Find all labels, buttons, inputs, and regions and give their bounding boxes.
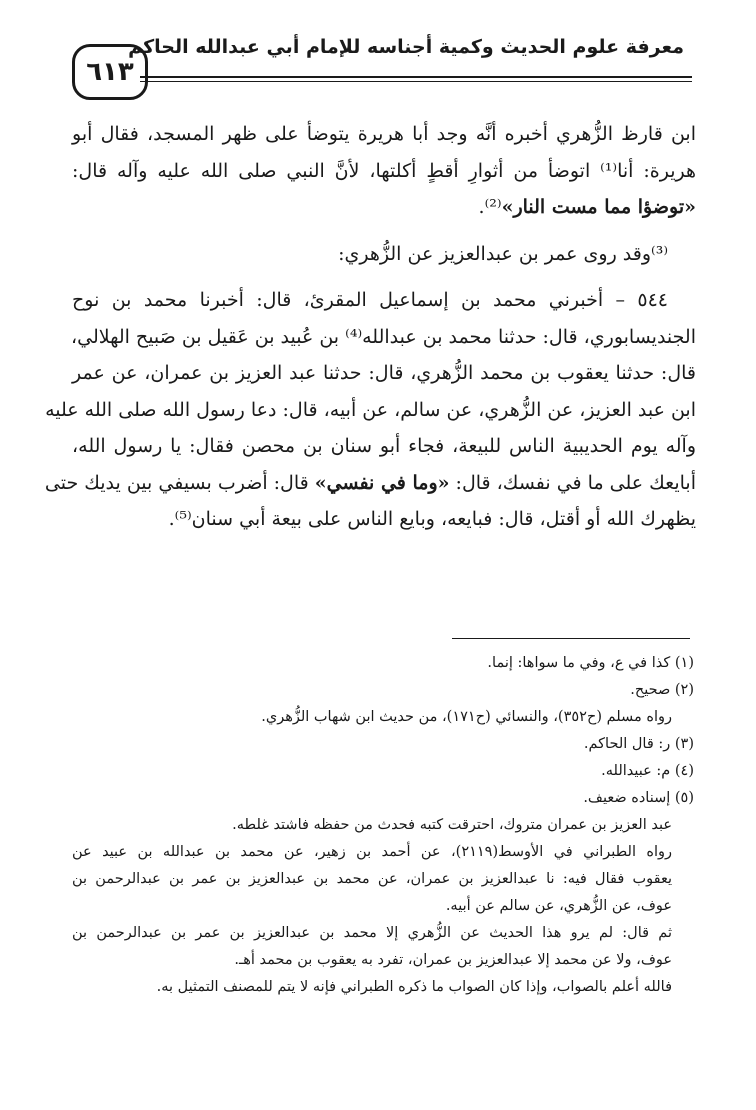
footnote-ref: ⁽²⁾. bbox=[478, 196, 502, 218]
text-line: وآله يوم الحديبية الناس للبيعة، فجاء أبو سنان بن محصن فقال: يا رسول الله، bbox=[72, 435, 696, 457]
text-segment: قال: أضرب بسيفي بين يديك حتى bbox=[44, 471, 315, 494]
hadith-quote: «وما في نفسي» bbox=[314, 471, 450, 494]
footnote: (٣) ر: قال الحاكم. bbox=[583, 736, 694, 752]
text-line: الجنديسابوري، قال: حدثنا محمد بن عبدالله⁽⁴⁾ بن عُبيد بن عَقيل بن صَبيح الهلالي، bbox=[70, 325, 696, 348]
footnote-continuation: عوف، عن الزُّهري، عن سالم عن أبيه. bbox=[445, 898, 672, 914]
text-line: ابن قارظ الزُّهري أخبره أنَّه وجد أبا هريرة يتوضأ على ظهر المسجد، فقال أبو bbox=[72, 123, 696, 145]
footnote-continuation: رواه الطبراني في الأوسط(٢١١٩)، عن أحمد بن زهير، عن محمد بن عبدالله بن عبيد عن bbox=[72, 844, 672, 860]
footnote: (٥) إسناده ضعيف. bbox=[583, 790, 694, 806]
hadith-quote: «توضؤا مما مست النار» bbox=[501, 196, 696, 218]
text-segment: أبايعك على ما في نفسك، قال: bbox=[449, 471, 696, 494]
footnote: (٢) صحيح. bbox=[630, 682, 694, 698]
text-line: ⁽³⁾وقد روى عمر بن عبدالعزيز عن الزُّهري: bbox=[338, 242, 668, 265]
footnote: (١) كذا في ع، وفي ما سواها: إنما. bbox=[487, 655, 694, 671]
footnote-continuation: رواه مسلم (ح٣٥٢)، والنسائي (ح١٧١)، من حديث ابن شهاب الزُّهري. bbox=[261, 709, 672, 725]
page-number: ٦١٣ bbox=[72, 44, 148, 100]
header-rule bbox=[140, 76, 692, 78]
text-line: هريرة: أنا⁽¹⁾ اتوضأ من أثوارِ أقطٍ أكلتها، لأنَّ النبي صلى الله عليه وآله قال: bbox=[72, 159, 696, 182]
header-rule-thin bbox=[140, 81, 692, 82]
footnote-continuation: عبد العزيز بن عمران متروك، احترقت كتبه فحدث من حفظه فاشتد غلطه. bbox=[232, 817, 672, 833]
footnote: (٤) م: عبيدالله. bbox=[601, 763, 694, 779]
footnote-continuation: ثم قال: لم يرو هذا الحديث عن الزُّهري إلا محمد بن عبدالعزيز بن عمر بن عبدالرحمن بن bbox=[72, 925, 672, 941]
running-header-title: معرفة علوم الحديث وكمية أجناسه للإمام أبي عبدالله الحاكم bbox=[128, 36, 684, 58]
main-text bbox=[44, 116, 696, 538]
text-line: يظهرك الله أو أقتل، قال: فبايعه، وبايع الناس على بيعة أبي سنان⁽⁵⁾. bbox=[168, 508, 696, 530]
footnote-continuation: فالله أعلم بالصواب، وإذا كان الصواب ما ذكره الطبراني فإنه لا يتم للمصنف التمثيل به. bbox=[156, 979, 672, 995]
hadith-number-line: ٥٤٤ – أخبرني محمد بن إسماعيل المقرئ، قال: أخبرنا محمد بن نوح bbox=[72, 289, 668, 311]
footnotes bbox=[72, 650, 694, 1001]
footnote-continuation: عوف، ولا عن محمد إلا عبدالعزيز بن عمران، تفرد به يعقوب بن محمد أهـ. bbox=[234, 952, 672, 968]
text-line: ابن عبد العزيز، عن الزُّهري، عن سالم، عن أبيه، قال: دعا رسول الله صلى الله عليه bbox=[45, 398, 696, 421]
footnote-continuation: يعقوب فقال فيه: نا عبدالعزيز بن عمران، عن محمد بن عبدالعزيز بن عمر بن عبدالرحمن بن bbox=[72, 871, 672, 887]
text-line bbox=[72, 189, 696, 226]
footnote-separator bbox=[452, 638, 690, 639]
text-line: قال: حدثنا يعقوب بن محمد الزُّهري، قال: حدثنا عبد العزيز بن عمران، عن عمر bbox=[72, 362, 696, 384]
text-line bbox=[44, 465, 696, 502]
